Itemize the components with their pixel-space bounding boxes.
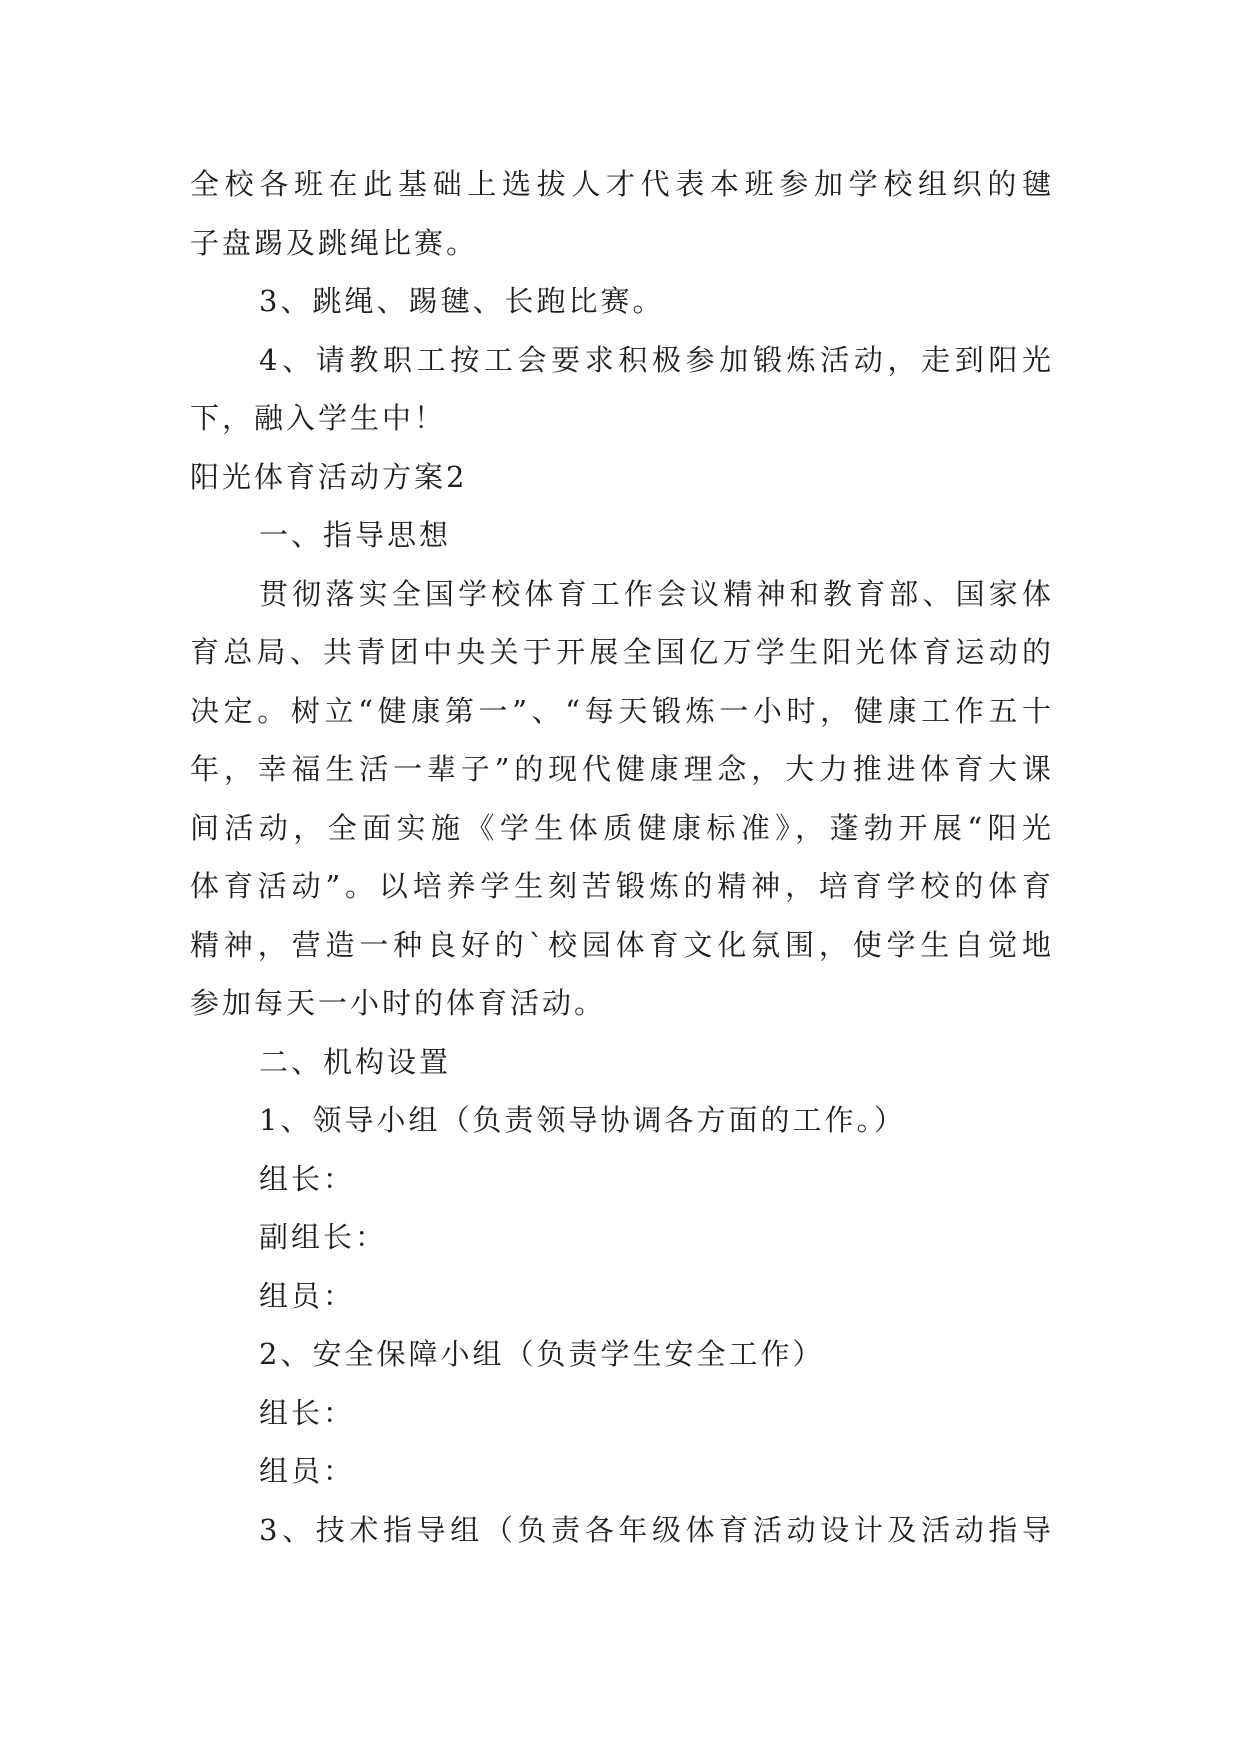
paragraph-line: 全校各班在此基础上选拔人才代表本班参加学校组织的毽: [190, 167, 1051, 201]
list-item: 4、请教职工按工会要求积极参加锻炼活动，走到阳光: [259, 342, 1051, 377]
paragraph-line: 间活动，全面实施《学生体质健康标准》，蓬勃开展“阳光: [190, 810, 1051, 845]
field-label-leader: 组长：: [259, 1395, 356, 1430]
paragraph-line: 体育活动”。以培养学生刻苦锻炼的精神，培育学校的体育: [190, 869, 1051, 903]
paragraph-line: 下，融入学生中！: [190, 401, 447, 435]
paragraph-line: 精神，营造一种良好的`校园体育文化氛围，使学生自觉地: [190, 927, 1051, 962]
document-body: [190, 155, 1051, 1559]
paragraph-line: 年，幸福生活一辈子”的现代健康理念，大力推进体育大课: [190, 752, 1051, 786]
field-label-members: 组员：: [259, 1278, 356, 1313]
field-label-deputy-leader: 副组长：: [259, 1220, 388, 1254]
section-heading-organization: 二、机构设置: [259, 1044, 452, 1079]
group-title-leadership: 1、领导小组（负责领导协调各方面的工作。）: [259, 1103, 906, 1137]
paragraph-line: 贯彻落实全国学校体育工作会议精神和教育部、国家体: [259, 576, 1051, 611]
field-label-leader: 组长：: [259, 1161, 356, 1196]
list-item: 3、跳绳、踢毽、长跑比赛。: [259, 284, 665, 318]
paragraph-line: 育总局、共青团中央关于开展全国亿万学生阳光体育运动的: [190, 635, 1051, 669]
group-title-technical: 3、技术指导组（负责各年级体育活动设计及活动指导: [259, 1512, 1051, 1547]
paragraph-line: 子盘踢及跳绳比赛。: [190, 225, 479, 260]
section-title: 阳光体育活动方案2: [190, 459, 468, 494]
paragraph-line: 决定。树立“健康第一”、“每天锻炼一小时，健康工作五十: [190, 693, 1051, 728]
section-heading-guiding-idea: 一、指导思想: [259, 518, 452, 552]
field-label-members: 组员：: [259, 1454, 356, 1488]
group-title-safety: 2、安全保障小组（负责学生安全工作）: [259, 1337, 825, 1371]
paragraph-line: 参加每天一小时的体育活动。: [190, 986, 607, 1020]
